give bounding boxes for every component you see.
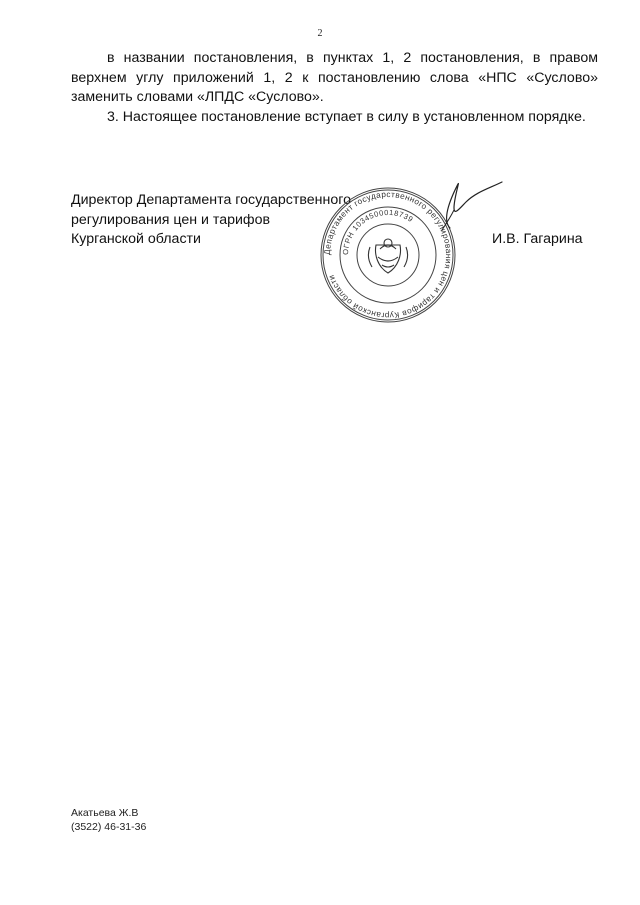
position-line: Директор Департамента государственного — [71, 192, 351, 208]
executor-name: Акатьева Ж.В — [71, 807, 139, 819]
document-body — [71, 49, 598, 127]
paragraph: в названии постановления, в пунктах 1, 2 постановления, в правом верхнем углу приложений 1, 2 к постановлению слова «НПС «Суслово» заменить словами «ЛПДС «Суслово». — [71, 50, 598, 105]
signatory-name: И.В. Гагарина — [492, 231, 583, 247]
executor-info — [71, 806, 146, 834]
stamp-outer-text: Департамент государственного регулирования цен и тарифов Курганской области — [322, 189, 454, 321]
position-line: регулирования цен и тарифов — [71, 211, 271, 228]
stamp-inner-text: ОГРН 1034500018739 — [340, 207, 416, 256]
position-line: Курганской области — [71, 231, 201, 247]
page-number: 2 — [317, 28, 323, 39]
signature-icon — [380, 178, 510, 238]
executor-phone: (3522) 46-31-36 — [71, 821, 147, 833]
signatory-position — [71, 191, 351, 250]
paragraph: 3. Настоящее постановление вступает в силу в установленном порядке. — [107, 108, 586, 125]
